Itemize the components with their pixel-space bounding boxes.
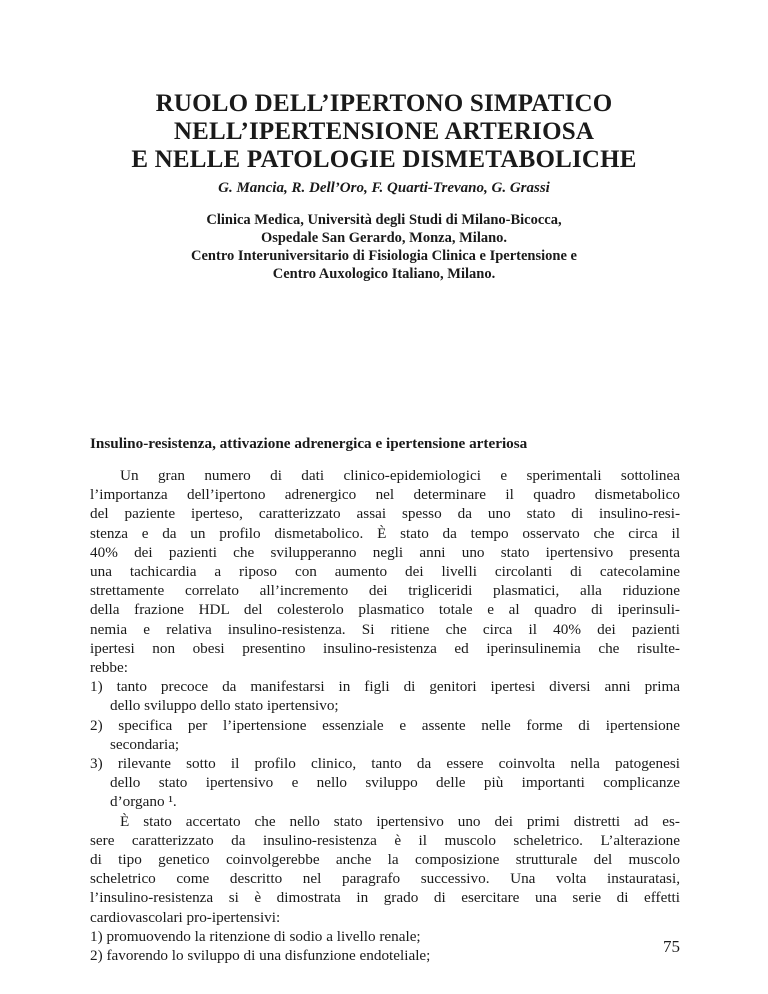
text-line: d’organo ¹. bbox=[110, 793, 177, 811]
affiliation-line: Centro Interuniversitario di Fisiologia Clinica e Ipertensione e bbox=[191, 248, 577, 264]
text-line: l’importanza dell’ipertono adrenergico nel determinare il quadro dismetabolico bbox=[90, 486, 680, 504]
text-line: scheletrico come descritto nel paragrafo successivo. Una volta instauratasi, bbox=[90, 870, 680, 888]
text-line: di tipo genetico coinvolgerebbe anche la composizione strutturale del muscolo bbox=[90, 851, 680, 869]
text-line: del paziente iperteso, caratterizzato assai spesso da uno stato di insulino-resi- bbox=[90, 505, 680, 523]
text-line: della frazione HDL del colesterolo plasmatico totale e al quadro di iperinsuli- bbox=[90, 601, 680, 619]
text-line: ipertesi non obesi presentino insulino-resistenza ed iperinsulinemia che risulte- bbox=[90, 639, 680, 657]
article-title bbox=[60, 90, 708, 174]
author-list: G. Mancia, R. Dell’Oro, F. Quarti-Trevano, G. Grassi bbox=[218, 180, 550, 196]
text-line: 2) favorendo lo sviluppo di una disfunzione endoteliale; bbox=[90, 947, 431, 965]
section-heading: Insulino-resistenza, attivazione adrenergica e ipertensione arteriosa bbox=[90, 435, 528, 452]
text-line: 1) tanto precoce da manifestarsi in figli di genitori ipertesi diversi anni prima bbox=[90, 678, 680, 696]
text-line: l’insulino-resistenza si è dimostrata in grado di esercitare una serie di effetti bbox=[90, 889, 680, 907]
text-line: 3) rilevante sotto il profilo clinico, tanto da essere coinvolta nella patogenesi bbox=[90, 755, 680, 773]
affiliation-line: Centro Auxologico Italiano, Milano. bbox=[272, 266, 496, 282]
text-line: È stato accertato che nello stato ipertensivo uno dei primi distretti ad es- bbox=[120, 812, 680, 830]
title-line: NELL’IPERTENSIONE ARTERIOSA bbox=[173, 118, 595, 145]
body-text bbox=[90, 466, 680, 965]
page-number: 75 bbox=[663, 937, 680, 956]
text-line: rebbe: bbox=[90, 659, 128, 677]
text-line: strettamente correlato all’incremento dei trigliceridi plasmatici, alla riduzione bbox=[90, 582, 680, 600]
text-line: stenza e da un profilo dismetabolico. È stato da tempo osservato che circa il bbox=[90, 524, 680, 542]
text-line: dello stato ipertensivo e nello sviluppo delle più importanti complicanze bbox=[110, 774, 680, 792]
text-line: cardiovascolari pro-ipertensivi: bbox=[90, 908, 281, 926]
text-line: secondaria; bbox=[110, 735, 180, 753]
text-line: 2) specifica per l’ipertensione essenziale e assente nelle forme di ipertensione bbox=[90, 716, 680, 734]
text-line: nemia e relativa insulino-resistenza. Si ritiene che circa il 40% dei pazienti bbox=[90, 620, 680, 638]
text-line: dello sviluppo dello stato ipertensivo; bbox=[110, 697, 339, 715]
title-line: E NELLE PATOLOGIE DISMETABOLICHE bbox=[131, 146, 637, 173]
affiliation-line: Clinica Medica, Università degli Studi di Milano-Bicocca, bbox=[206, 212, 562, 228]
affiliations bbox=[60, 211, 708, 283]
text-line: Un gran numero di dati clinico-epidemiologici e sperimentali sottolinea bbox=[120, 467, 680, 484]
text-line: una tachicardia a riposo con aumento dei livelli circolanti di catecolamine bbox=[90, 563, 680, 581]
title-line: RUOLO DELL’IPERTONO SIMPATICO bbox=[155, 90, 613, 117]
text-line: 1) promuovendo la ritenzione di sodio a livello renale; bbox=[90, 927, 421, 945]
text-line: sere caratterizzato da insulino-resistenza è il muscolo scheletrico. L’alterazione bbox=[90, 831, 680, 849]
affiliation-line: Ospedale San Gerardo, Monza, Milano. bbox=[260, 230, 508, 246]
text-line: 40% dei pazienti che svilupperanno negli anni uno stato ipertensivo presenta bbox=[90, 543, 680, 561]
